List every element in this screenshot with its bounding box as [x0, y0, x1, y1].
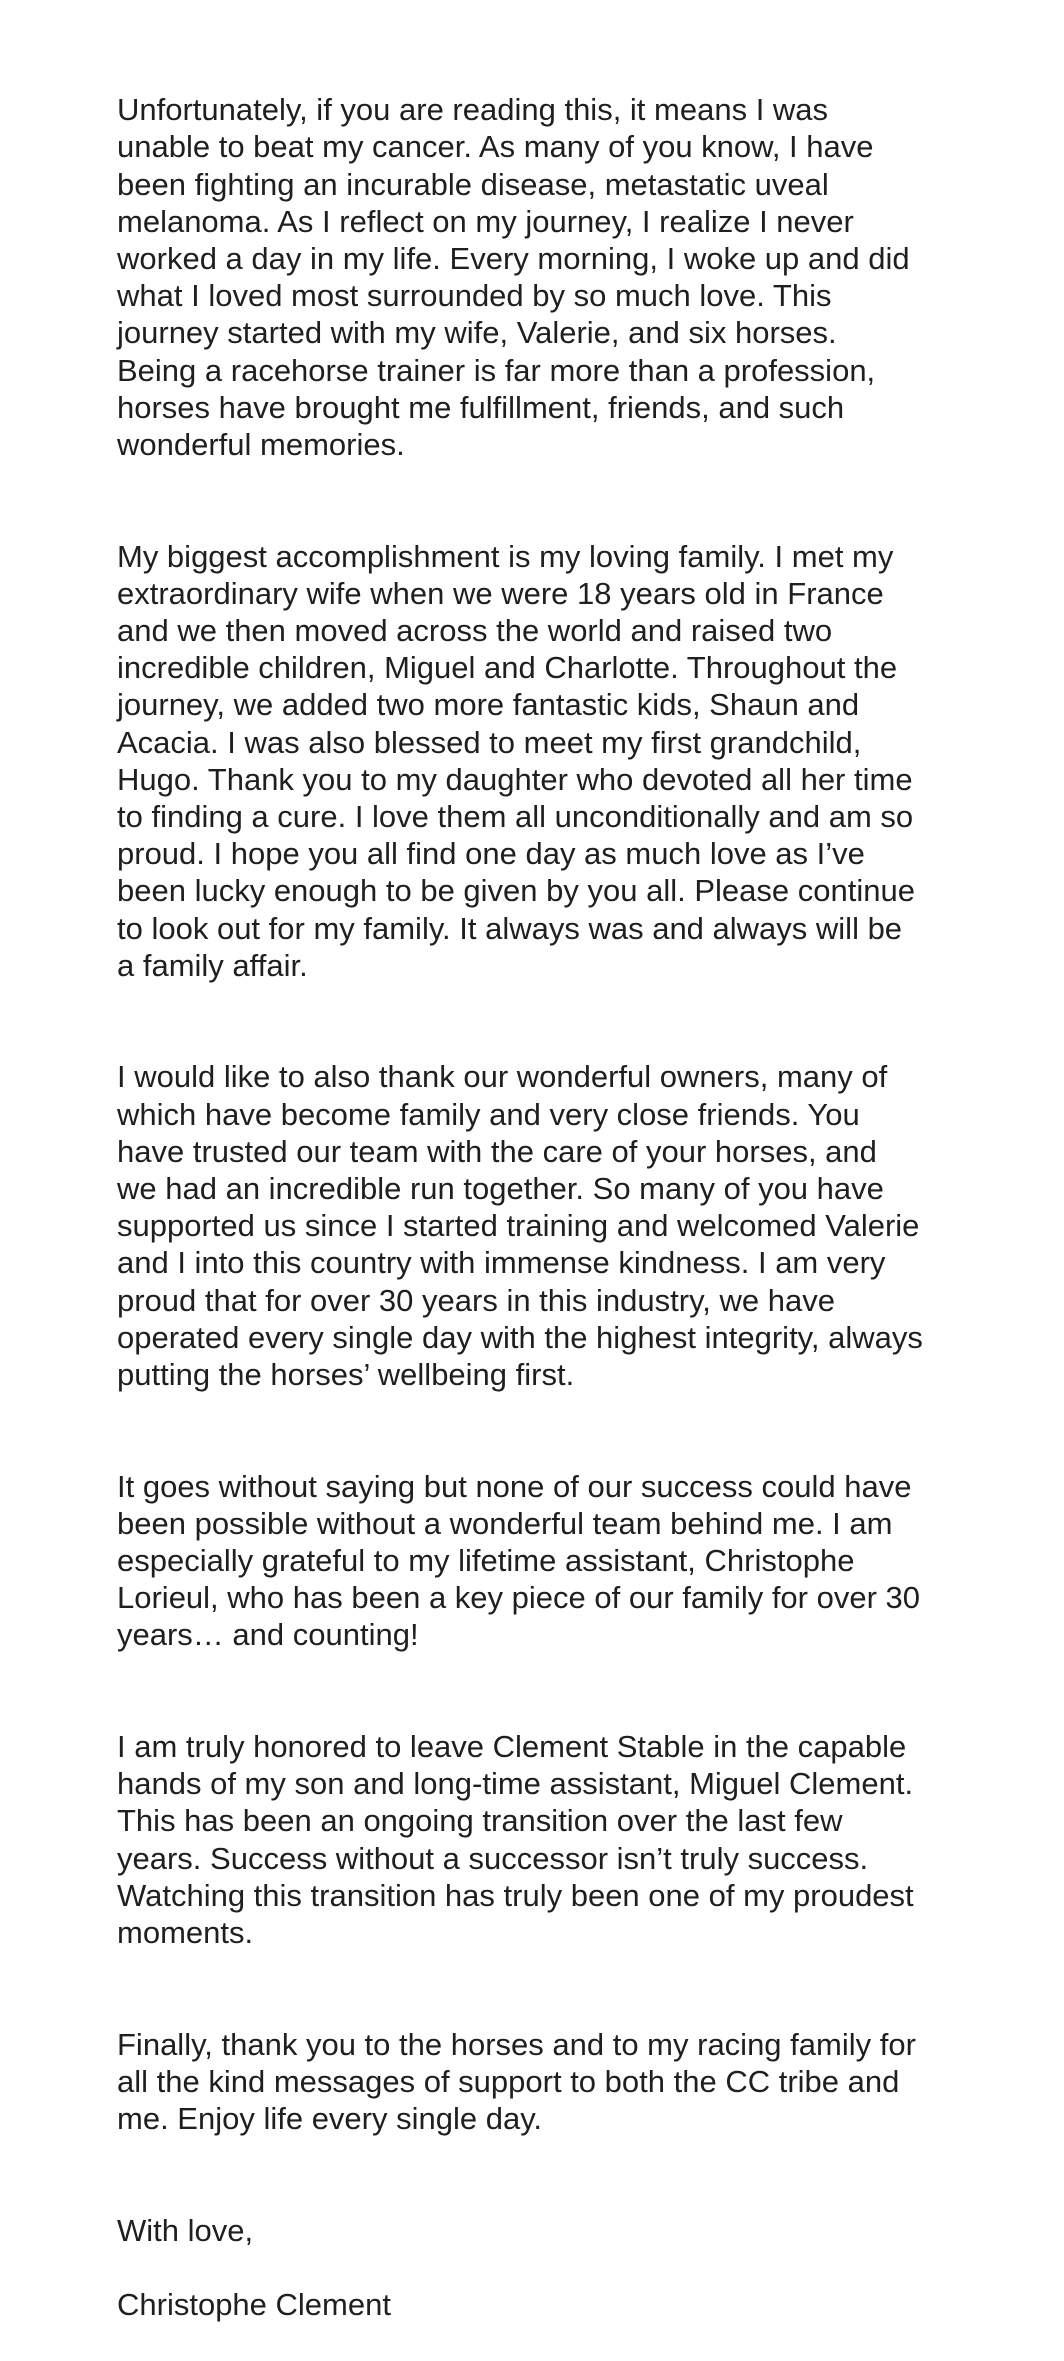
paragraph-owners: I would like to also thank our wonderful owners, many of which have become family and very close friends. You have trusted our team with the care of your horses, and we had an incredible run together. So many of you have supported us since I started training and welcomed Valerie and I into this country with immense kindness. I am very proud that for over 30 years in this industry, we have operated every single day with the highest integrity, always putting the horses’ wellbeing first. [117, 1059, 923, 1393]
paragraph-thanks: Finally, thank you to the horses and to my racing family for all the kind messages of support to both the CC tribe and me. Enjoy life every single day. [117, 2026, 916, 2137]
closing-line: With love, [117, 2212, 254, 2248]
paragraph-family: My biggest accomplishment is my loving family. I met my extraordinary wife when we were 18 years old in France and we then moved across the world and raised two incredible children, Miguel and Charlotte. Throughout the journey, we added two more fantastic kids, Shaun and Acacia. I was also blessed to meet my first grandchild, Hugo. Thank you to my daughter who devoted all her time to finding a cure. I love them all unconditionally and am so proud. I hope you all find one day as much love as I’ve been lucky enough to be given by you all. Please continue to look out for my family. It always was and always will be a family affair. [117, 538, 915, 983]
signature-name: Christophe Clement [117, 2287, 391, 2323]
paragraph-farewell: Unfortunately, if you are reading this, it means I was unable to beat my cancer. As many of you know, I have been fighting an incurable disease, metastatic uveal melanoma. As I reflect on my journey, I realize I never worked a day in my life. Every morning, I woke up and did what I loved most surrounded by so much love. This journey started with my wife, Valerie, and six horses. Being a racehorse trainer is far more than a profession, horses have brought me fulfillment, friends, and such wonderful memories. [117, 92, 910, 463]
paragraph-succession: I am truly honored to leave Clement Stable in the capable hands of my son and long-time assistant, Miguel Clement. This has been an ongoing transition over the last few years. Success without a successor isn’t truly success. Watching this transition has truly been one of my proudest moments. [117, 1729, 914, 1951]
letter-body [117, 54, 957, 2361]
paragraph-team: It goes without saying but none of our success could have been possible without a wonderful team behind me. I am especially grateful to my lifetime assistant, Christophe Lorieul, who has been a key piece of our family for over 30 years… and counting! [117, 1468, 921, 1653]
